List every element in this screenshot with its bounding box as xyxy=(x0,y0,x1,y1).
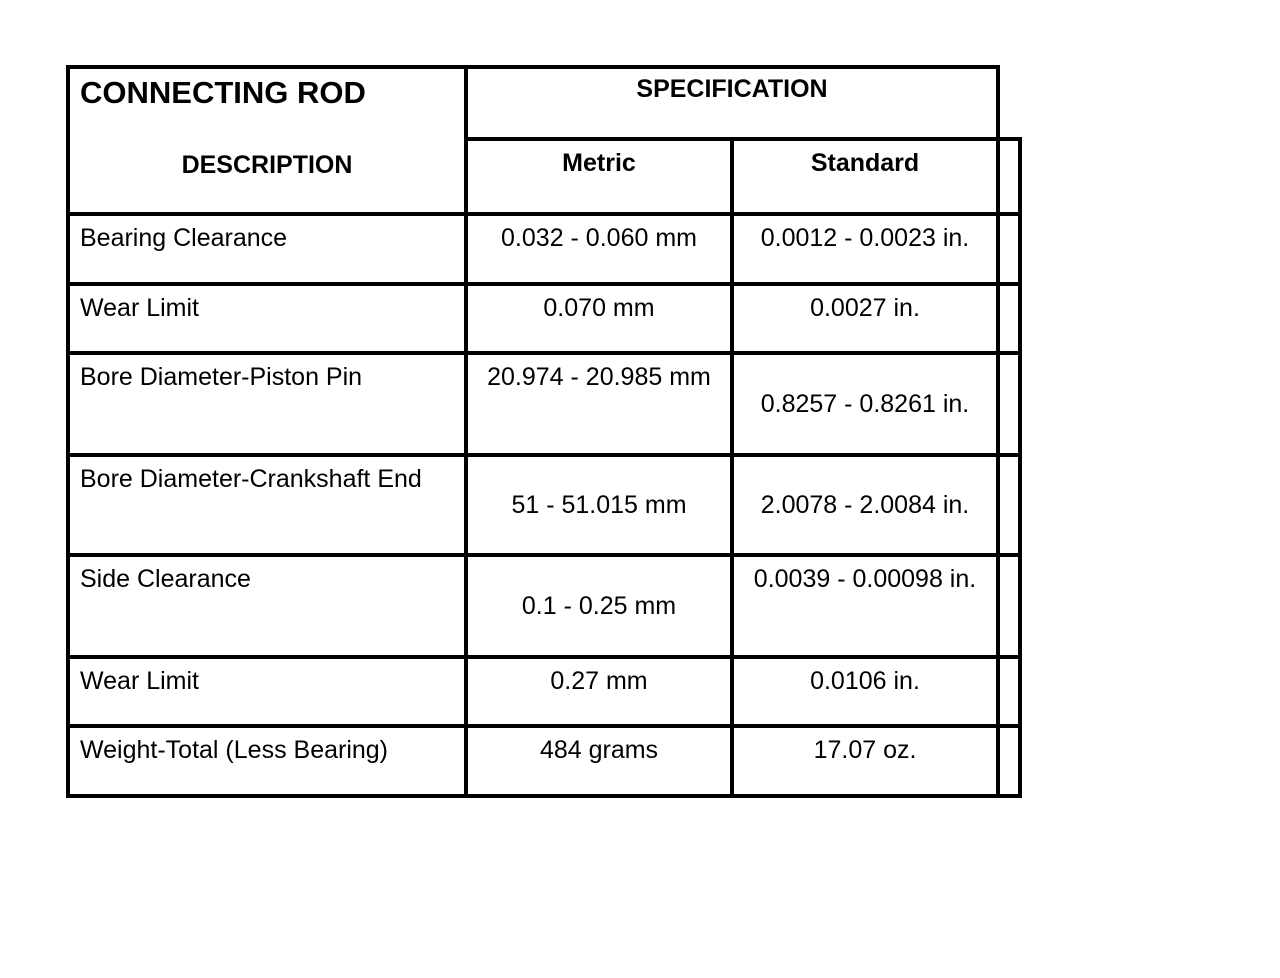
row-description: Bearing Clearance xyxy=(68,214,466,284)
metric-column-header: Metric xyxy=(466,139,732,214)
blank-cell xyxy=(998,555,1020,657)
table-row xyxy=(68,284,1020,353)
blank-cell xyxy=(998,657,1020,726)
table-row xyxy=(68,726,1020,796)
table-row xyxy=(68,455,1020,555)
row-metric: 20.974 - 20.985 mm xyxy=(466,353,732,455)
row-standard: 0.0027 in. xyxy=(732,284,998,353)
table-row xyxy=(68,353,1020,455)
row-standard: 17.07 oz. xyxy=(732,726,998,796)
title-cell xyxy=(68,67,466,214)
blank-corner xyxy=(998,67,1020,139)
blank-cell xyxy=(998,726,1020,796)
blank-cell xyxy=(998,284,1020,353)
row-standard: 0.0106 in. xyxy=(732,657,998,726)
row-metric: 484 grams xyxy=(466,726,732,796)
row-metric: 0.27 mm xyxy=(466,657,732,726)
row-description: Weight-Total (Less Bearing) xyxy=(68,726,466,796)
table-row xyxy=(68,555,1020,657)
row-metric: 0.032 - 0.060 mm xyxy=(466,214,732,284)
standard-column-header: Standard xyxy=(732,139,998,214)
row-standard: 2.0078 - 2.0084 in. xyxy=(732,455,998,555)
blank-cell xyxy=(998,353,1020,455)
row-metric: 0.070 mm xyxy=(466,284,732,353)
blank-cell xyxy=(998,214,1020,284)
row-description: Wear Limit xyxy=(68,284,466,353)
row-description: Wear Limit xyxy=(68,657,466,726)
row-standard: 0.8257 - 0.8261 in. xyxy=(732,353,998,455)
table-row xyxy=(68,657,1020,726)
row-standard: 0.0039 - 0.00098 in. xyxy=(732,555,998,657)
row-metric: 0.1 - 0.25 mm xyxy=(466,555,732,657)
description-header: DESCRIPTION xyxy=(181,151,353,179)
table-row xyxy=(68,214,1020,284)
blank-cell xyxy=(998,139,1020,214)
header-row xyxy=(68,67,1020,139)
blank-cell xyxy=(998,455,1020,555)
row-metric: 51 - 51.015 mm xyxy=(466,455,732,555)
row-description: Bore Diameter-Piston Pin xyxy=(68,353,466,455)
row-description: Side Clearance xyxy=(68,555,466,657)
row-description: Bore Diameter-Crankshaft End xyxy=(68,455,466,555)
specification-header: SPECIFICATION xyxy=(466,67,998,139)
table-title: CONNECTING ROD xyxy=(80,75,366,110)
connecting-rod-spec-table xyxy=(66,65,1022,798)
row-standard: 0.0012 - 0.0023 in. xyxy=(732,214,998,284)
